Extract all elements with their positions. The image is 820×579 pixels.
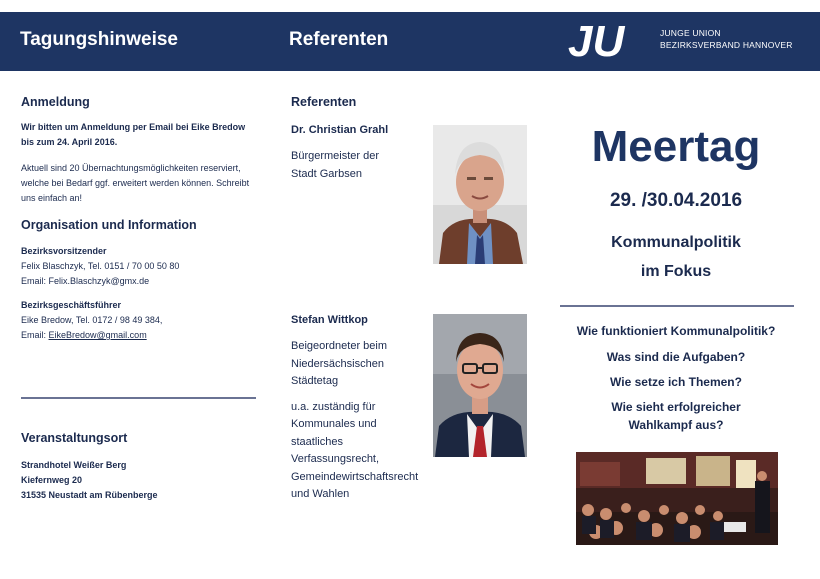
speaker-1-name: Dr. Christian Grahl [291, 124, 389, 136]
referenten-heading: Referenten [291, 95, 357, 109]
ju-logo-letters: JU [568, 18, 625, 64]
chair-email-line [21, 274, 261, 289]
speaker-2 [291, 314, 441, 504]
organisation-heading: Organisation und Information [21, 218, 197, 232]
anmeldung-heading: Anmeldung [21, 95, 90, 109]
speaker-2-role-line: Beigeordneter beim [291, 340, 388, 352]
anmeldung-text-2: Aktuell sind 20 Übernachtungsmöglichkeiten reserviert, welche bei Bedarf ggf. erweitert werden können. Schreibt uns einfach an! [21, 163, 250, 203]
speaker-1-role-line-2: Stadt Garbsen [291, 167, 362, 180]
speaker-2-resp-line: und Wahlen [291, 488, 350, 500]
event-photo [576, 452, 778, 545]
chair-email-label: Email: [21, 276, 49, 286]
event-date: 29. /30.04.2016 [609, 190, 743, 211]
speaker-2-resp-line: u.a. zuständig für [291, 400, 376, 413]
left-divider [21, 397, 256, 399]
org-line-1: JUNGE UNION [660, 28, 721, 38]
question-1: Wie funktioniert Kommunalpolitik? [576, 324, 776, 338]
event-subtitle-line-1: Kommunalpolitik [611, 234, 741, 251]
speaker-1-role-line-1: Bürgermeister der [291, 150, 380, 162]
speaker-2-photo [433, 314, 527, 457]
manager-label: Bezirksgeschäftsführer [21, 300, 122, 310]
speaker-2-role-line: Niedersächsischen [291, 357, 384, 370]
right-divider [560, 305, 794, 307]
venue-heading: Veranstaltungsort [21, 431, 128, 445]
referenten-section [291, 95, 356, 109]
chair-email: Felix.Blaschzyk@gmx.de [48, 276, 150, 286]
event-subtitle [560, 228, 792, 286]
header-middle-title: Referenten [289, 29, 389, 50]
speaker-1-photo [433, 125, 527, 264]
speaker-2-name: Stefan Wittkop [291, 314, 368, 326]
event-subtitle-line-2: im Fokus [640, 263, 712, 280]
speaker-2-resp-line: Verfassungsrecht, [291, 453, 380, 465]
header-left-title: Tagungshinweise [20, 29, 179, 50]
speaker-2-role [291, 338, 441, 391]
header-bar [0, 12, 820, 71]
venue-line-1: Strandhotel Weißer Berg [21, 460, 127, 470]
manager-line: Eike Bredow, Tel. 0172 / 98 49 384, [21, 315, 163, 325]
anmeldung-section [21, 95, 256, 206]
chair-label: Bezirksvorsitzender [21, 246, 107, 256]
speaker-2-responsibilities [291, 399, 441, 504]
org-line-2: BEZIRKSVERBAND HANNOVER [660, 40, 793, 50]
event-title: Meertag [591, 122, 761, 171]
question-5: Wahlkampf aus? [628, 418, 724, 432]
question-4: Wie sieht erfolgreicher [611, 400, 741, 414]
org-name [660, 27, 793, 51]
manager-email-line [21, 328, 261, 343]
venue-line-3: 31535 Neustadt am Rübenberge [21, 490, 158, 500]
organisation-section [21, 218, 261, 343]
question-3: Wie setze ich Themen? [610, 375, 742, 389]
venue-line-2: Kiefernweg 20 [21, 475, 83, 485]
ju-logo [566, 18, 636, 64]
chair-line: Felix Blaschzyk, Tel. 0151 / 70 00 50 80 [21, 261, 180, 271]
speaker-2-resp-line: Gemeindewirtschaftsrecht [291, 470, 419, 483]
question-2: Was sind die Aufgaben? [606, 350, 746, 364]
speaker-2-role-line: Städtetag [291, 375, 339, 387]
speaker-1 [291, 124, 431, 183]
speaker-2-resp-line: Kommunales und [291, 418, 377, 430]
anmeldung-text-1: Wir bitten um Anmeldung per Email bei Eike Bredow bis zum 24. April 2016. [21, 122, 246, 147]
manager-email-link[interactable]: EikeBredow@gmail.com [48, 330, 147, 340]
speaker-2-resp-line: staatliches [291, 435, 343, 448]
manager-email-label: Email: [21, 330, 49, 340]
venue-section [21, 431, 261, 503]
